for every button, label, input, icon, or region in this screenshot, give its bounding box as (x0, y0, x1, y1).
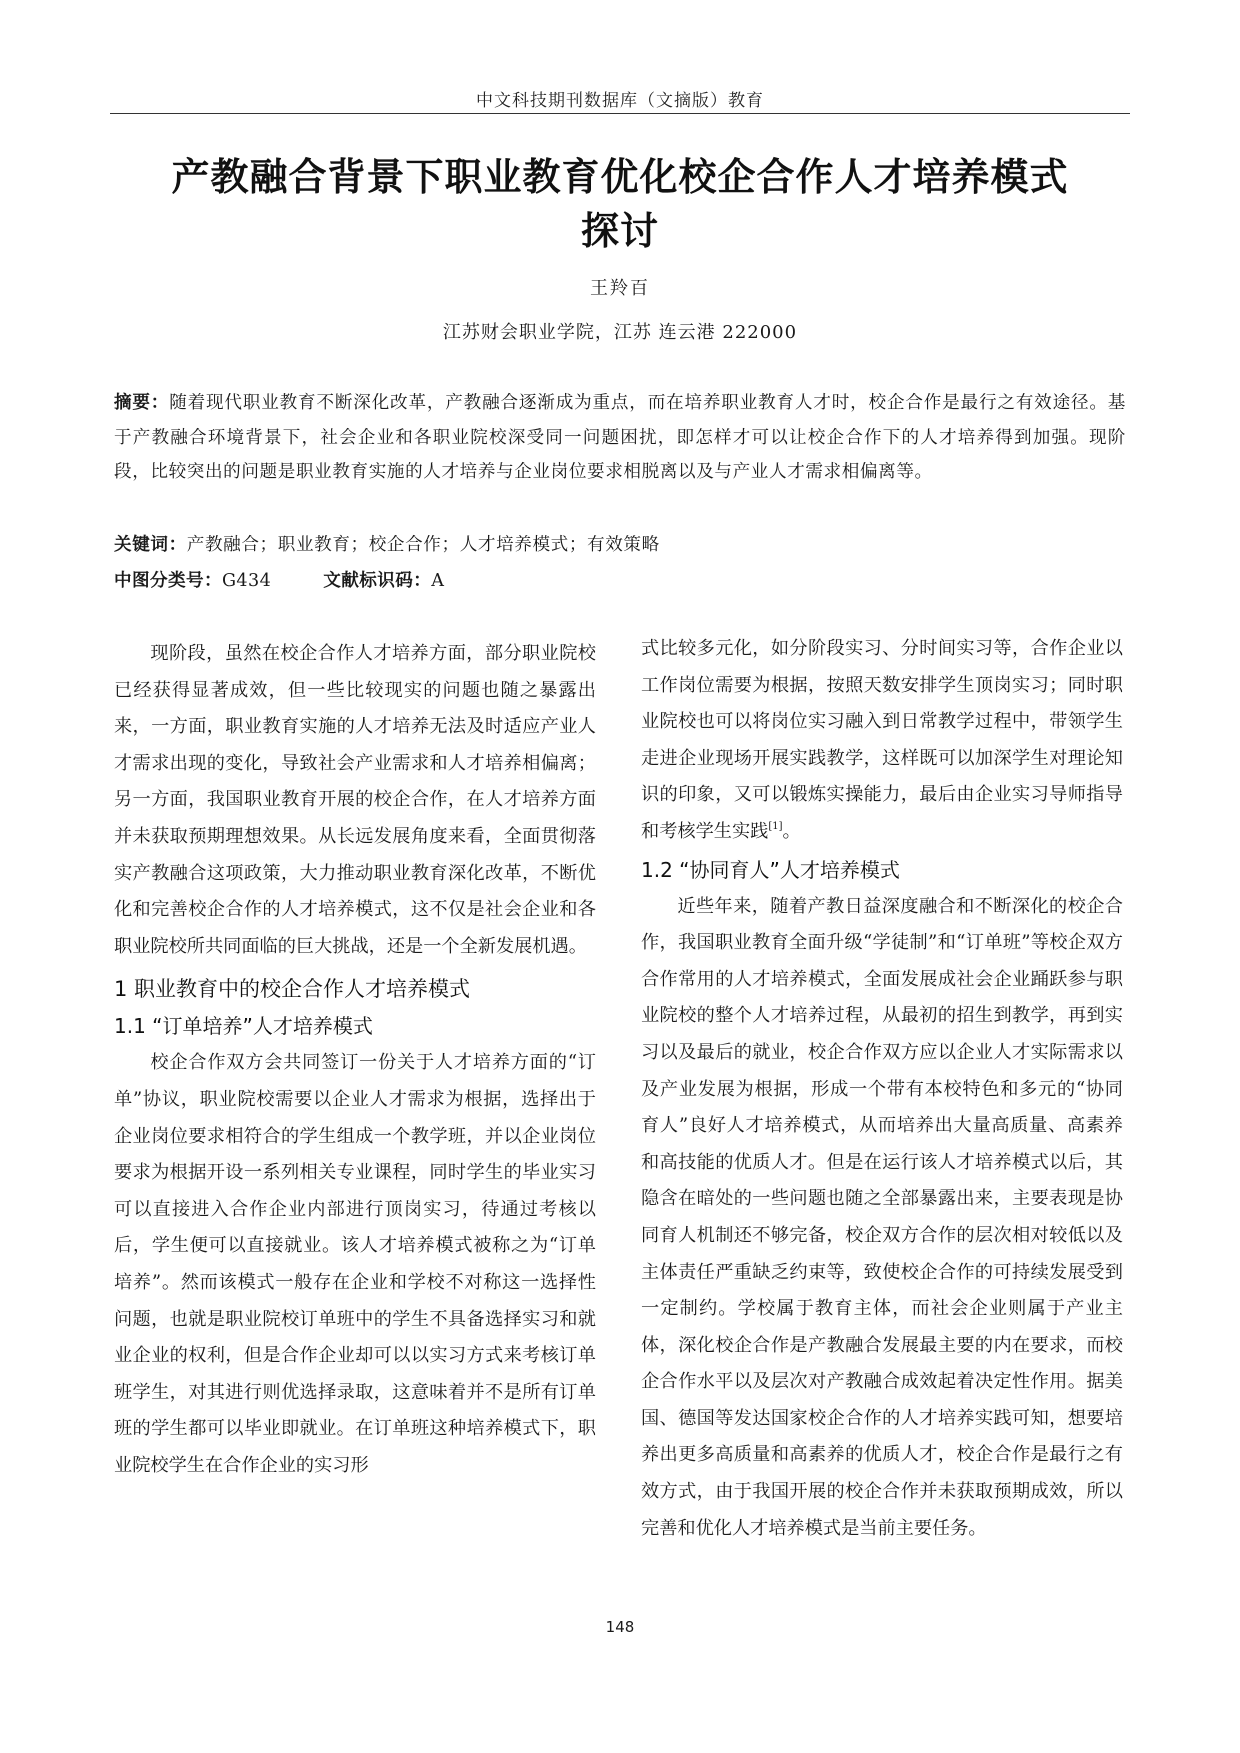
paragraph-1-1: 校企合作双方会共同签订一份关于人才培养方面的“订单”协议，职业院校需要以企业人才需求为根据，选择出于企业岗位要求相符合的学生组成一个教学班，并以企业岗位要求为根据开设一系列相关专业课程，同时学生的毕业实习可以直接进入合作企业内部进行顶岗实习，待通过考核以后，学生便可以直接就业。该人才培养模式被称之为“订单培养”。然而该模式一般存在企业和学校不对称这一选择性问题，也就是职业院校订单班中的学生不具备选择实习和就业企业的权利，但是合作企业却可以以实习方式来考核订单班学生，对其进行则优选择录取，这意味着并不是所有订单班的学生都可以毕业即就业。在订单班这种培养模式下，职业院校学生在合作企业的实习形 (114, 1052, 596, 1476)
paragraph-1-1-cont-text: 式比较多元化，如分阶段实习、分时间实习等，合作企业以工作岗位需要为根据，按照天数安排学生顶岗实习；同时职业院校也可以将岗位实习融入到日常教学过程中，带领学生走进企业现场开展实践教学，这样既可以加深学生对理论知识的印象，又可以锻炼实操能力，最后由企业实习导师指导和考核学生实践 (641, 638, 1123, 842)
clc-value: G434 (221, 571, 272, 591)
page-number: 148 (605, 1618, 635, 1636)
subsection-heading-1-2: 1.2 “协同育人”人才培养模式 (641, 857, 900, 882)
body-column-right (641, 631, 1123, 1547)
keywords (114, 530, 1126, 560)
body-column-left (114, 636, 596, 1484)
doc-code-label: 文献标识码： (323, 571, 432, 591)
paragraph-1-2: 近些年来，随着产教日益深度融合和不断深化的校企合作，我国职业教育全面升级“学徒制”和“订单班”等校企双方合作常用的人才培养模式，全面发展成社会企业踊跃参与职业院校的整个人才培养过程，从最初的招生到教学，再到实习以及最后的就业，校企合作双方应以企业人才实际需求以及产业发展为根据，形成一个带有本校特色和多元的“协同育人”良好人才培养模式，从而培养出大量高质量、高素养和高技能的优质人才。但是在运行该人才培养模式以后，其隐含在暗处的一些问题也随之全部暴露出来，主要表现是协同育人机制还不够完备，校企双方合作的层次相对较低以及主体责任严重缺乏约束等，致使校企合作的可持续发展受到一定制约。学校属于教育主体，而社会企业则属于产业主体，深化校企合作是产教融合发展最主要的内在要求，而校企合作水平以及层次对产教融合成效起着决定性作用。据美国、德国等发达国家校企合作的人才培养实践可知，想要培养出更多高质量和高素养的优质人才，校企合作是最行之有效方式，由于我国开展的校企合作并未获取预期成效，所以完善和优化人才培养模式是当前主要任务。 (641, 895, 1123, 1539)
citation-mark: [1] (768, 820, 783, 832)
abstract-text: 随着现代职业教育不断深化改革，产教融合逐渐成为重点，而在培养职业教育人才时，校企合作是最行之有效途径。基于产教融合环境背景下，社会企业和各职业院校深受同一问题困扰，即怎样才可以让校企合作下的人才培养得到加强。现阶段，比较突出的问题是职业教育实施的人才培养与企业岗位要求相脱离以及与产业人才需求相偏离等。 (114, 393, 1126, 483)
paragraph-1-1-end: 。 (782, 820, 801, 842)
keywords-label: 关键词： (114, 535, 187, 555)
title-line-2: 探讨 (580, 209, 659, 253)
title-line-1: 产教融合背景下职业教育优化校企合作人才培养模式 (171, 155, 1069, 199)
doc-code-value: A (431, 571, 445, 591)
running-head: 中文科技期刊数据库（文摘版）教育 (476, 91, 764, 111)
author-affiliation: 江苏财会职业学院，江苏 连云港 222000 (442, 322, 798, 343)
header-rule (110, 113, 1130, 114)
article-title (110, 150, 1130, 258)
paragraph-1-1-continued (641, 631, 1123, 851)
classification (114, 566, 1126, 596)
abstract-label: 摘要： (114, 393, 170, 413)
section-heading-1: 1 职业教育中的校企合作人才培养模式 (114, 977, 471, 1002)
author-name: 王羚百 (590, 278, 650, 299)
subsection-heading-1-1: 1.1 “订单培养”人才培养模式 (114, 1014, 373, 1039)
clc-label: 中图分类号： (114, 571, 222, 591)
abstract (114, 386, 1126, 490)
keywords-text: 产教融合；职业教育；校企合作；人才培养模式；有效策略 (186, 535, 660, 555)
intro-paragraph: 现阶段，虽然在校企合作人才培养方面，部分职业院校已经获得显著成效，但一些比较现实的问题也随之暴露出来，一方面，职业教育实施的人才培养无法及时适应产业人才需求出现的变化，导致社会产业需求和人才培养相偏离；另一方面，我国职业教育开展的校企合作，在人才培养方面并未获取预期理想效果。从长远发展角度来看，全面贯彻落实产教融合这项政策，大力推动职业教育深化改革，不断优化和完善校企合作的人才培养模式，这不仅是社会企业和各职业院校所共同面临的巨大挑战，还是一个全新发展机遇。 (114, 643, 596, 957)
